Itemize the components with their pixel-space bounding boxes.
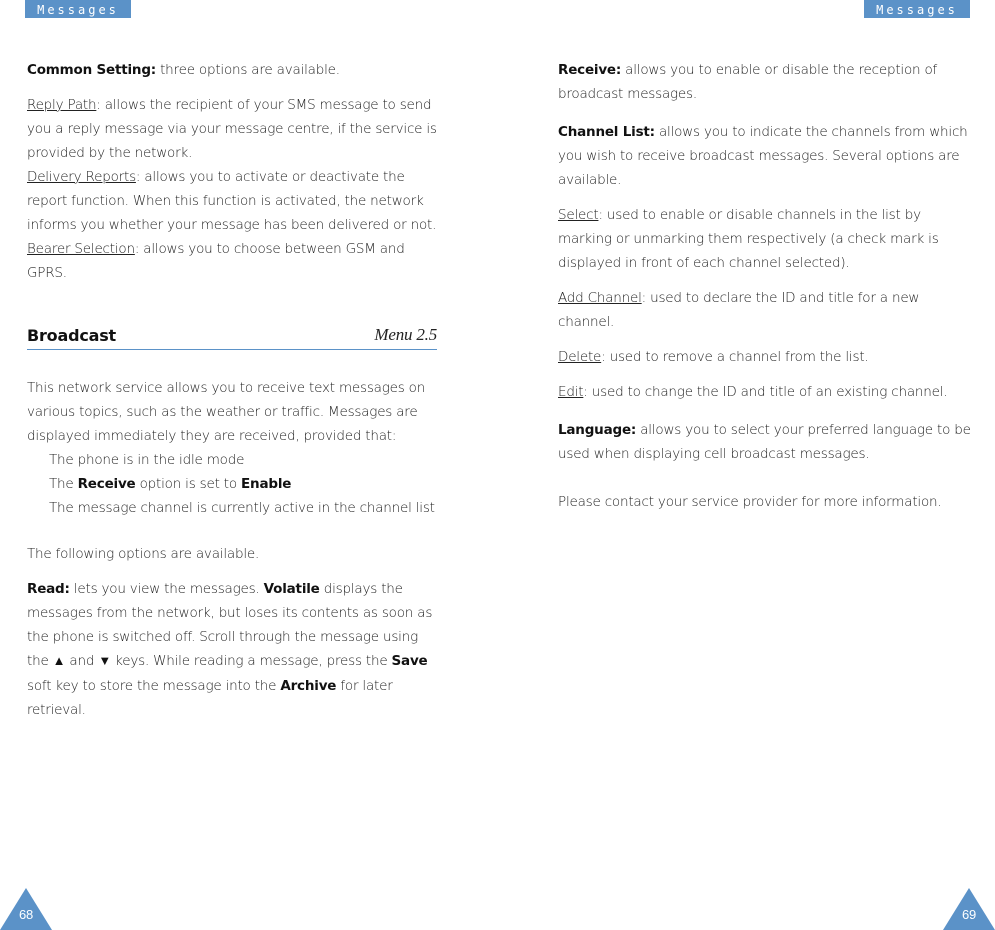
select-label: Select	[558, 207, 599, 223]
broadcast-menu-ref: Menu 2.5	[374, 325, 437, 344]
receive-label: Receive:	[558, 62, 622, 78]
condition-idle: The phone is in the idle mode	[49, 452, 245, 468]
broadcast-title: Broadcast	[27, 326, 116, 345]
reply-path-label: Reply Path	[27, 97, 97, 113]
language-label: Language:	[558, 422, 637, 438]
edit-text: : used to change the ID and title of an existing channel.	[583, 384, 948, 400]
select-paragraph	[558, 203, 973, 275]
up-arrow-icon: ▲	[52, 654, 66, 669]
common-setting-text: three options are available.	[156, 62, 340, 78]
broadcast-intro: This network service allows you to receive text messages on various topics, such as the weather or traffic. Messages are displayed immediately they are received, provided that:	[27, 380, 426, 444]
receive-paragraph	[558, 58, 973, 106]
add-channel-label: Add Channel	[558, 290, 642, 306]
broadcast-heading	[27, 325, 437, 350]
delivery-reports-label: Delivery Reports	[27, 169, 136, 185]
page-number-right-text: 69	[961, 907, 977, 922]
archive-label: Archive	[280, 678, 337, 694]
bearer-selection-text: : allows you to choose between GSM and GPRS.	[27, 241, 405, 281]
page-number-right	[943, 888, 995, 930]
add-channel-text: : used to declare the ID and title for a new channel.	[558, 290, 920, 330]
condition-receive-pre: The	[49, 476, 78, 492]
read-paragraph	[27, 577, 437, 722]
save-label: Save	[391, 653, 428, 669]
bearer-selection-label: Bearer Selection	[27, 241, 135, 257]
delete-label: Delete	[558, 349, 602, 365]
delete-paragraph	[558, 345, 973, 369]
read-text-5: for later retrieval.	[27, 678, 393, 718]
bearer-selection-paragraph	[27, 237, 437, 285]
page-number-left-text: 68	[18, 907, 34, 922]
condition-receive	[27, 472, 437, 496]
channel-list-paragraph	[558, 120, 973, 192]
down-arrow-icon: ▼	[98, 654, 111, 669]
select-text: : used to enable or disable channels in the list by marking or unmarking them respectively (a check mark is displayed in front of each channel selected).	[558, 207, 939, 271]
header-tab-left: Messages	[25, 0, 131, 18]
left-column	[27, 58, 437, 722]
edit-label: Edit	[558, 384, 584, 400]
read-text-4: soft key to store the message into the	[27, 678, 281, 694]
receive-text: allows you to enable or disable the reception of broadcast messages.	[558, 62, 938, 102]
read-and: and	[65, 653, 99, 669]
following-options: The following options are available.	[27, 546, 260, 562]
add-channel-paragraph	[558, 286, 973, 334]
read-text-2: displays the messages from the network, but loses its contents as soon as the phone is switched off. Scroll through the message using the	[27, 581, 433, 669]
language-text: allows you to select your preferred language to be used when displaying cell broadcast messages.	[558, 422, 971, 462]
condition-channel: The message channel is currently active in the channel list	[49, 500, 435, 516]
contact-paragraph: Please contact your service provider for more information.	[558, 494, 942, 510]
language-paragraph	[558, 418, 973, 466]
common-setting-label: Common Setting:	[27, 62, 156, 78]
delete-text: : used to remove a channel from the list.	[601, 349, 869, 365]
condition-receive-bold: Receive	[77, 476, 136, 492]
condition-receive-mid: option is set to	[135, 476, 242, 492]
read-text-1: lets you view the messages.	[69, 581, 264, 597]
delivery-reports-text: : allows you to activate or deactivate the report function. When this function is activated, the network informs you whether your message has been delivered or not.	[27, 169, 437, 233]
common-setting-paragraph	[27, 58, 437, 82]
read-label: Read:	[27, 581, 70, 597]
channel-list-label: Channel List:	[558, 124, 655, 140]
reply-path-paragraph	[27, 93, 437, 165]
reply-path-text: : allows the recipient of your SMS message to send you a reply message via your message centre, if the service is provided by the network.	[27, 97, 437, 161]
delivery-reports-paragraph	[27, 165, 437, 237]
read-text-3: keys. While reading a message, press the	[110, 653, 392, 669]
page-number-left	[0, 888, 52, 930]
edit-paragraph	[558, 380, 973, 404]
condition-enable-bold: Enable	[241, 476, 292, 492]
volatile-label: Volatile	[263, 581, 320, 597]
right-column	[558, 58, 973, 514]
channel-list-text: allows you to indicate the channels from which you wish to receive broadcast messages. Several options are available.	[558, 124, 968, 188]
header-tab-right: Messages	[864, 0, 970, 18]
